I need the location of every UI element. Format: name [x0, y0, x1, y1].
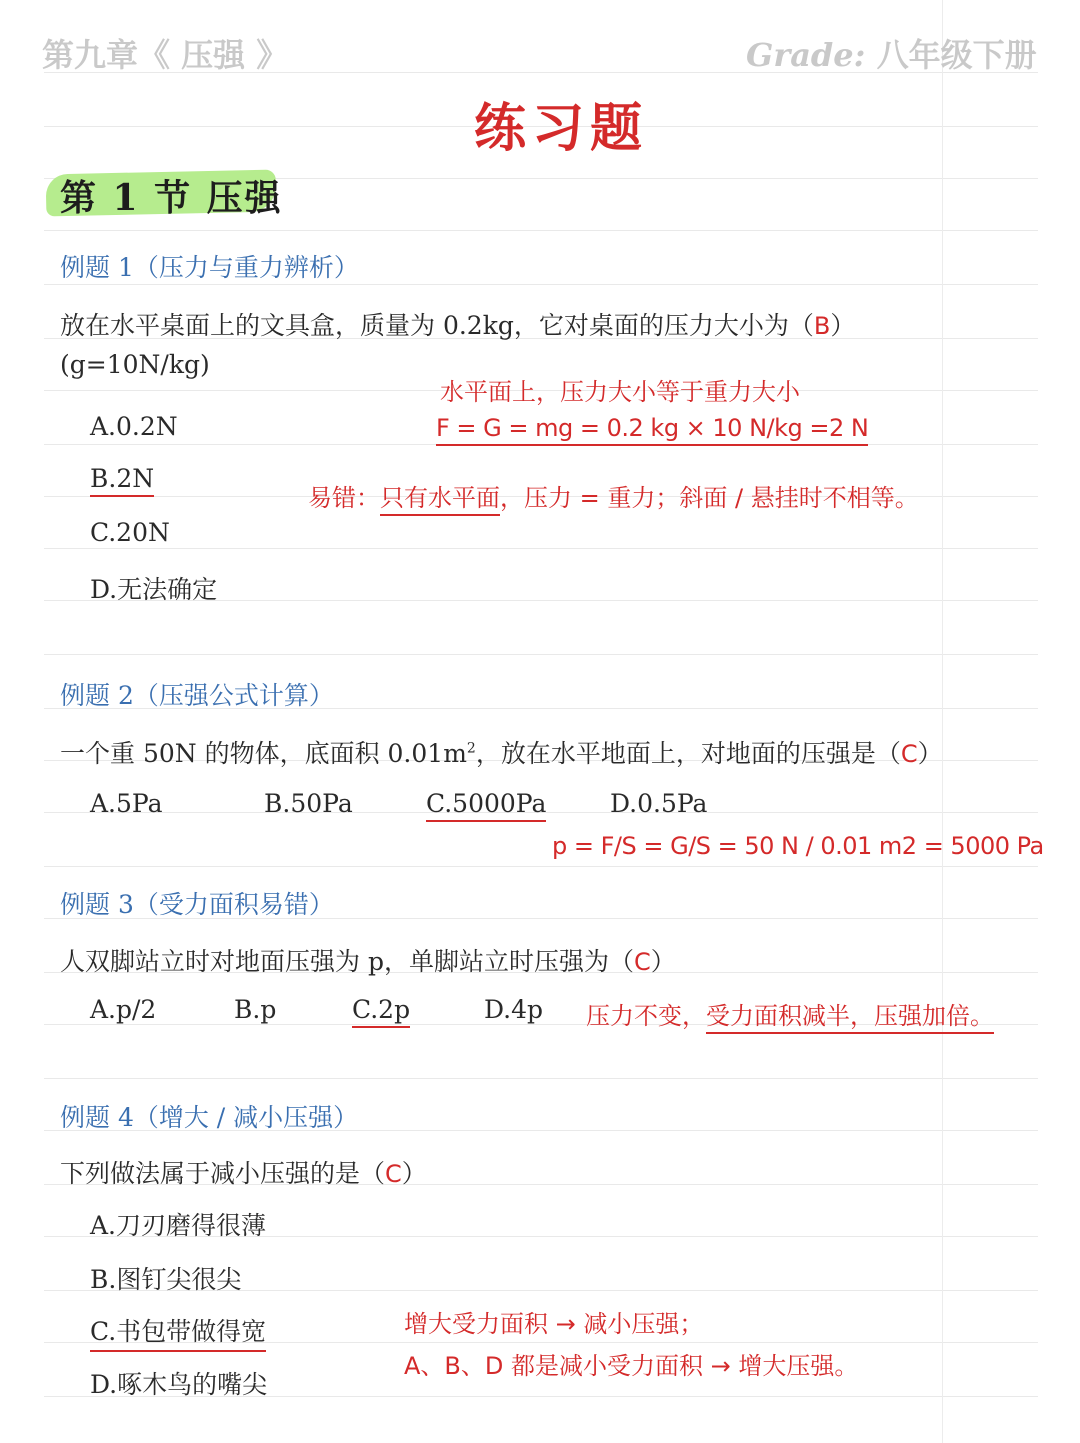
- example-4-note-2: A、B、D 都是减小受力面积 → 增大压强。: [404, 1352, 859, 1380]
- question-text: 放在水平桌面上的文具盒，质量为 0.2kg，它对桌面的压力大小为（: [60, 311, 814, 340]
- example-2-option-b: B.50Pa: [264, 789, 353, 818]
- example-4-question: [60, 1154, 427, 1190]
- example-2-formula: p = F/S = G/S = 50 N / 0.01 m2 = 5000 Pa: [552, 832, 1044, 860]
- mistake-rest: ，压力 = 重力；斜面 / 悬挂时不相等。: [500, 484, 919, 512]
- example-4-option-a: A.刀刃磨得很薄: [90, 1211, 267, 1240]
- ruled-line: [44, 866, 1038, 867]
- example-4-title: 例题 4（增大 / 减小压强）: [60, 1103, 359, 1132]
- question-end: ）: [401, 1159, 427, 1188]
- ruled-line: [44, 284, 1038, 285]
- question-text-a: 一个重 50N 的物体，底面积 0.01m: [60, 739, 467, 768]
- example-4-option-d: D.啄木鸟的嘴尖: [90, 1370, 268, 1399]
- question-text-b: ，放在水平地面上，对地面的压强是（: [475, 739, 901, 768]
- ruled-line: [44, 654, 1038, 655]
- example-1-mistake-note: [308, 478, 919, 513]
- example-3-option-b: B.p: [234, 995, 277, 1024]
- example-1-title: 例题 1（压力与重力辨析）: [60, 253, 359, 282]
- question-end: ）: [650, 947, 676, 976]
- example-3-question: [60, 942, 676, 978]
- answer-mark: C: [385, 1160, 402, 1188]
- grade-value: 八年级下册: [876, 36, 1037, 74]
- ruled-line: [44, 548, 1038, 549]
- example-4-option-b: B.图钉尖很尖: [90, 1265, 242, 1294]
- example-1-formula: F = G = mg = 0.2 kg × 10 N/kg =2 N: [436, 414, 868, 446]
- superscript: 2: [466, 740, 476, 757]
- example-2-option-a: A.5Pa: [90, 789, 163, 818]
- question-end: ）: [917, 739, 943, 768]
- example-1-option-b: B.2N: [90, 464, 154, 497]
- ruled-line: [44, 230, 1038, 231]
- example-1-question: [60, 306, 855, 342]
- mistake-prefix: 易错：: [308, 484, 380, 512]
- answer-mark: B: [813, 312, 831, 340]
- example-2-option-c: C.5000Pa: [426, 789, 546, 822]
- grade-label: Grade:: [746, 36, 866, 74]
- question-text: 下列做法属于减小压强的是（: [60, 1159, 386, 1188]
- example-1-note-1: 水平面上，压力大小等于重力大小: [440, 378, 800, 406]
- example-1-option-c: C.20N: [90, 518, 170, 547]
- example-3-title: 例题 3（受力面积易错）: [60, 890, 334, 919]
- section-title: 第 1 节 压强: [60, 177, 283, 219]
- example-2-option-d: D.0.5Pa: [610, 789, 708, 818]
- chapter-header: 第九章《 压强 》: [42, 36, 289, 74]
- mistake-underlined: 只有水平面: [380, 484, 500, 516]
- example-2-question: [60, 734, 943, 770]
- example-2-title: 例题 2（压强公式计算）: [60, 681, 334, 710]
- ruled-line: [44, 1078, 1038, 1079]
- answer-mark: C: [633, 948, 651, 976]
- grade-header: [746, 30, 1037, 76]
- question-end: ）: [830, 311, 856, 340]
- example-3-note: [586, 996, 994, 1031]
- note-prefix: 压力不变，: [586, 1002, 706, 1030]
- example-3-option-a: A.p/2: [90, 995, 157, 1024]
- example-3-option-c: C.2p: [352, 995, 410, 1028]
- margin-line: [942, 0, 943, 1443]
- note-underlined: 受力面积减半，压强加倍。: [706, 1002, 994, 1034]
- example-1-option-d: D.无法确定: [90, 575, 218, 604]
- example-1-question-line2: (g=10N/kg): [60, 350, 210, 379]
- question-text: 人双脚站立时对地面压强为 p，单脚站立时压强为（: [60, 947, 634, 976]
- example-4-note-1: 增大受力面积 → 减小压强；: [404, 1310, 704, 1338]
- example-1-option-a: A.0.2N: [90, 412, 178, 441]
- example-3-option-d: D.4p: [484, 995, 544, 1024]
- answer-mark: C: [900, 740, 918, 768]
- page-title: 练习题: [474, 98, 649, 159]
- example-4-option-c: C.书包带做得宽: [90, 1312, 266, 1352]
